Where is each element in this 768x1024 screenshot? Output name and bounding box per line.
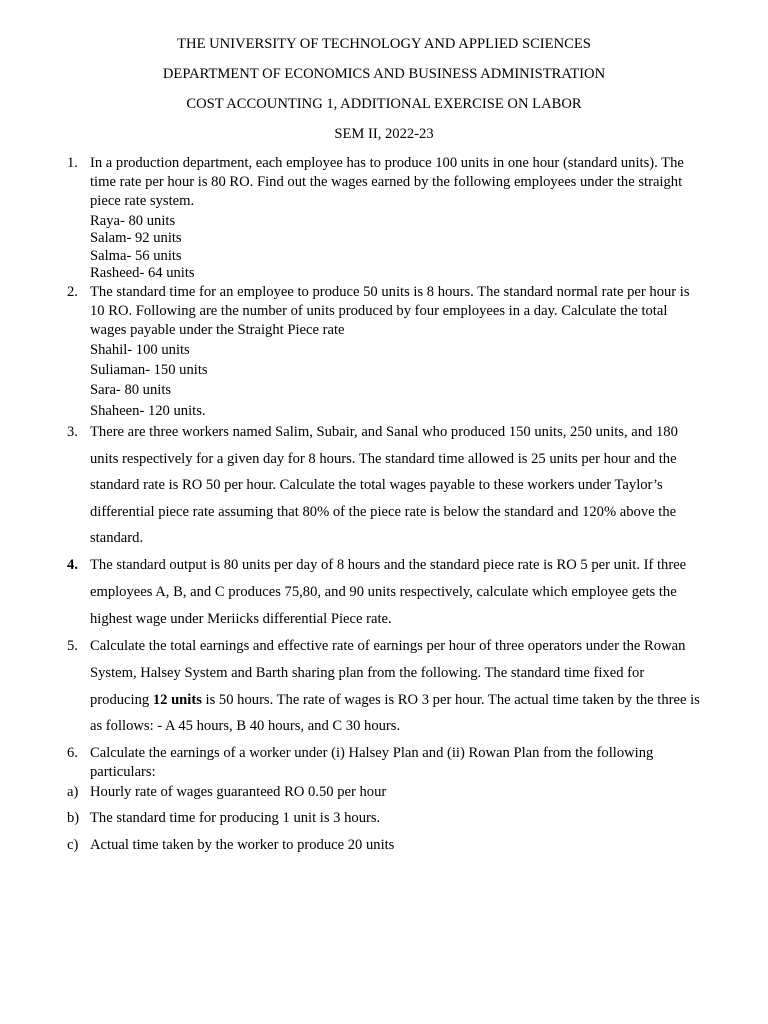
q2-list-item: Sara- 80 units	[90, 382, 172, 398]
q2-list-item: Suliaman- 150 units	[90, 362, 208, 378]
q5-line: as follows: - A 45 hours, B 40 hours, and C 30 hours.	[90, 718, 401, 734]
university-title: THE UNIVERSITY OF TECHNOLOGY AND APPLIED SCIENCES	[177, 36, 591, 52]
q5-line3-bold: 12 units	[152, 692, 202, 708]
q3-line: There are three workers named Salim, Subair, and Sanal who produced 150 units, 250 units, and 180	[90, 424, 678, 440]
q3-line: units respectively for a given day for 8 hours. The standard time allowed is 25 units per hour and the	[90, 451, 677, 467]
q5-line	[90, 691, 725, 710]
q5-line3-post: is 50 hours. The rate of wages is RO 3 per hour. The actual time taken by the three is	[201, 692, 700, 708]
q4-number: 4.	[67, 557, 78, 573]
q3-line: standard rate is RO 50 per hour. Calculate the total wages payable to these workers under Taylor’s	[90, 477, 663, 493]
q6-line: particulars:	[90, 764, 156, 780]
q1-list-item: Salma- 56 units	[90, 248, 182, 264]
q5-line3-pre: producing	[90, 692, 153, 708]
q1-list-item: Salam- 92 units	[90, 230, 182, 246]
q5-line: Calculate the total earnings and effective rate of earnings per hour of three operators under the Rowan	[90, 638, 686, 654]
q2-line: The standard time for an employee to produce 50 units is 8 hours. The standard normal rate per hour is	[90, 284, 690, 300]
q6-subitem-text: The standard time for producing 1 unit is 3 hours.	[90, 810, 381, 826]
q6-line: Calculate the earnings of a worker under (i) Halsey Plan and (ii) Rowan Plan from the following	[90, 745, 654, 761]
q3-line: standard.	[90, 530, 144, 546]
q6-subitem-label: c)	[67, 837, 79, 853]
q1-line: piece rate system.	[90, 193, 195, 209]
q4-line: The standard output is 80 units per day of 8 hours and the standard piece rate is RO 5 per unit. If three	[90, 557, 687, 573]
q2-line: 10 RO. Following are the number of units produced by four employees in a day. Calculate the total	[90, 303, 668, 319]
q2-line: wages payable under the Straight Piece rate	[90, 322, 345, 338]
q6-subitem-text: Hourly rate of wages guaranteed RO 0.50 per hour	[90, 784, 387, 800]
q1-line: time rate per hour is 80 RO. Find out the wages earned by the following employees under the straight	[90, 174, 683, 190]
q1-list-item: Rasheed- 64 units	[90, 265, 195, 281]
q2-list-item: Shaheen- 120 units.	[90, 403, 206, 419]
q6-subitem-text: Actual time taken by the worker to produce 20 units	[90, 837, 395, 853]
q5-line: System, Halsey System and Barth sharing plan from the following. The standard time fixed for	[90, 665, 645, 681]
q1-line: In a production department, each employee has to produce 100 units in one hour (standard units). The	[90, 155, 684, 171]
q5-number: 5.	[67, 638, 78, 654]
semester-title: SEM II, 2022-23	[334, 126, 434, 142]
q2-list-item: Shahil- 100 units	[90, 342, 190, 358]
q4-line: employees A, B, and C produces 75,80, and 90 units respectively, calculate which employee gets the	[90, 584, 677, 600]
q2-number: 2.	[67, 284, 78, 300]
q1-number: 1.	[67, 155, 78, 171]
department-title: DEPARTMENT OF ECONOMICS AND BUSINESS ADMINISTRATION	[162, 66, 606, 82]
q3-number: 3.	[67, 424, 78, 440]
q6-number: 6.	[67, 745, 78, 761]
q6-subitem-label: a)	[67, 784, 79, 800]
q1-list-item: Raya- 80 units	[90, 213, 176, 229]
q6-subitem-label: b)	[67, 810, 80, 826]
q3-line: differential piece rate assuming that 80% of the piece rate is below the standard and 120% above the	[90, 504, 677, 520]
course-title: COST ACCOUNTING 1, ADDITIONAL EXERCISE ON LABOR	[186, 96, 582, 112]
q4-line: highest wage under Meriicks differential Piece rate.	[90, 611, 392, 627]
